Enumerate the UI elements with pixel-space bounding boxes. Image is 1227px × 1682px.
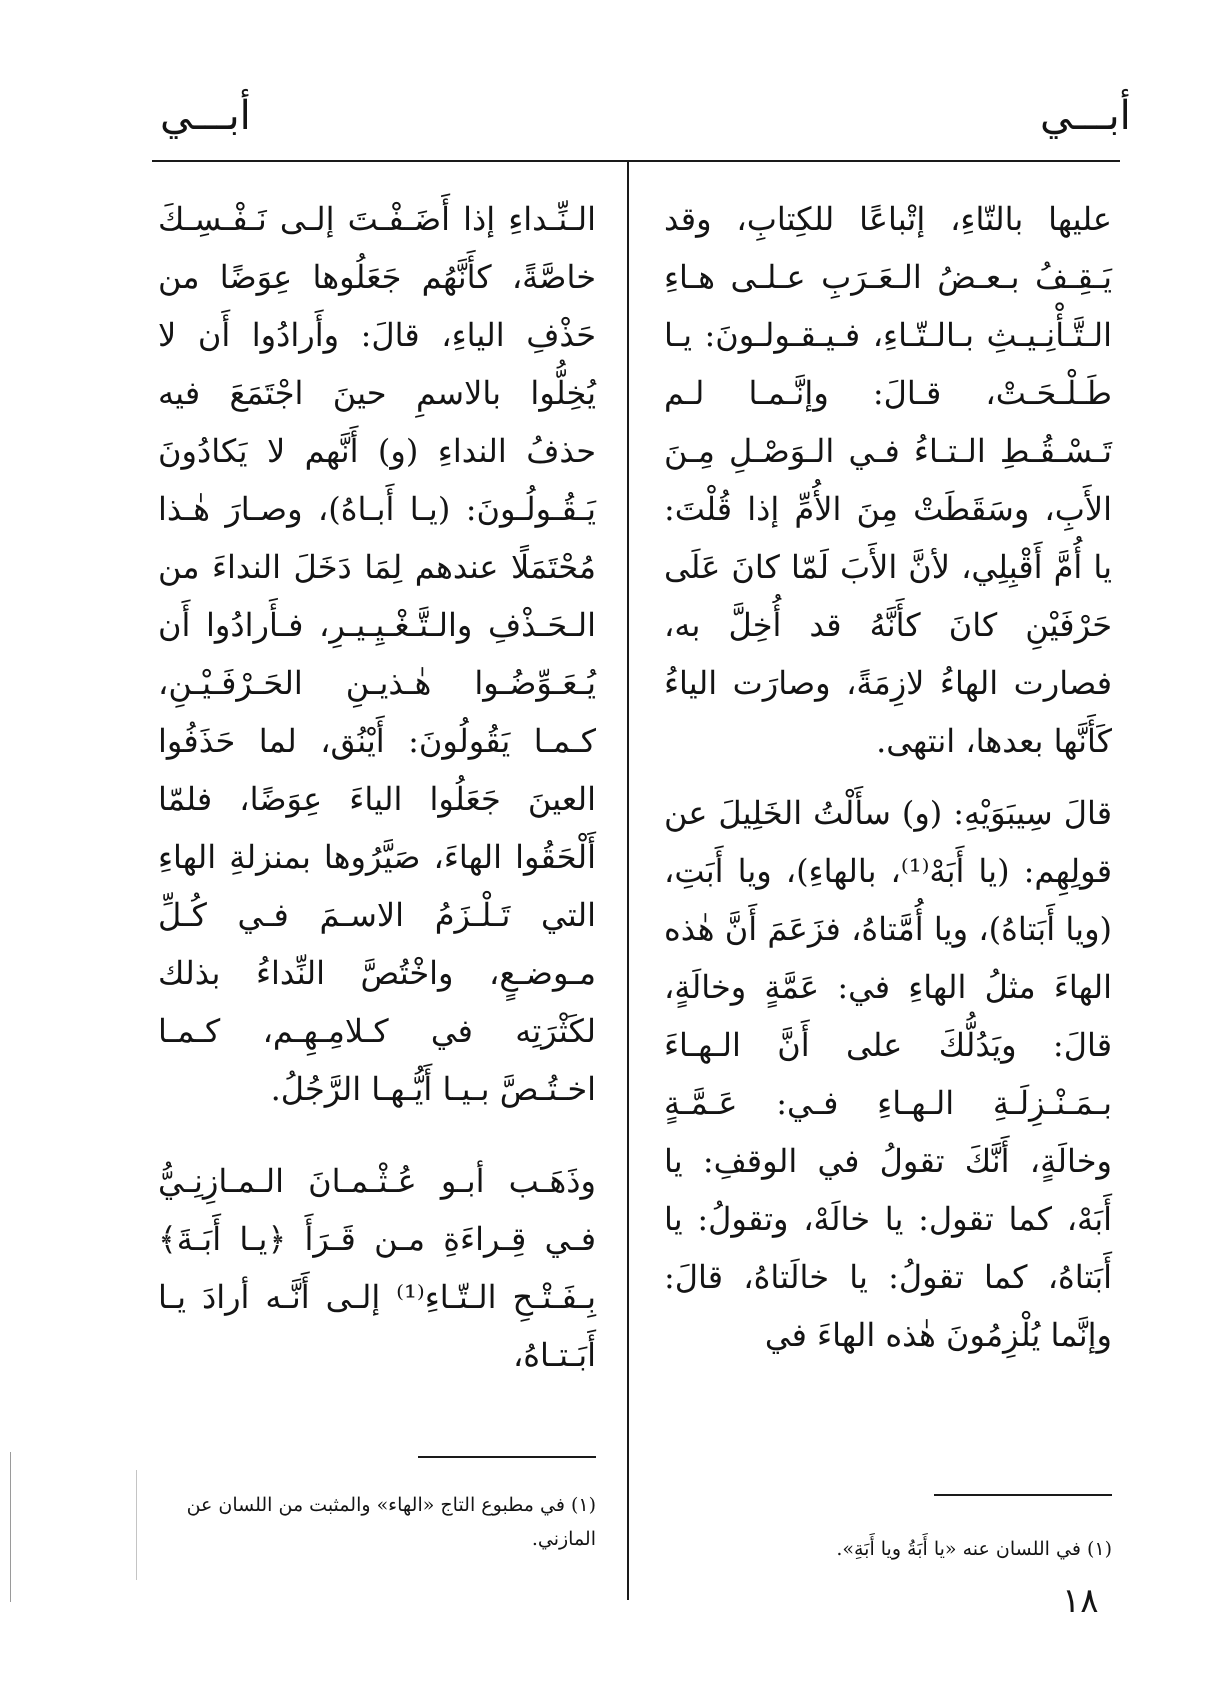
page-number: ١٨: [1062, 1581, 1099, 1621]
column-divider: [627, 160, 629, 1600]
left-paragraph-2: وذَهَـب أبـو عُـثْـمـانَ الـمـازِنِـيُّ فـي قِـراءَةِ مـن قَـرَأَ ﴿يـا أَبَـةَ﴾ بِـفَـتْـحِ الـتّـاءِ⁽¹⁾ إلـى أَنَّـه أرادَ يـا أَبَـتـاهُ،: [158, 1162, 597, 1374]
right-paragraph-1: عليها بالتّاءِ، إتْباعًا للكِتابِ، وقد يَـقِـفُ بـعـضُ الـعَـرَبِ عـلـى هـاءِ الـتَّـأْنِـيـثِ بـالـتّـاءِ، فـيـقـولـونَ: يـا طَـلْـحَـتْ، قـالَ: وإنَّـمـا لـم تَـسْـقُـطِ الـتـاءُ فـي الـوَصْـلِ مِـنَ الأَبِ، وسَقَطَتْ مِنَ الأُمِّ إذا قُلْتَ: يا أُمَّ أَقْبِلِي، لأنَّ الأَبَ لَمّا كانَ عَلَى حَرْفَيْنِ كانَ كأَنَّهُ قد أُخِلَّ به، فصارت الهاءُ لازِمَةً، وصارَت الياءُ كَأَنَّها بعدها، انتهى.: [664, 200, 1112, 760]
footnote-right: (١) في اللسان عنه «يا أَبَةُ ويا أَبَةِ».: [836, 1538, 1112, 1560]
footnote-rule-right: [934, 1494, 1112, 1496]
header-rule: [152, 160, 1120, 162]
footnote-rule-left: [418, 1456, 596, 1458]
running-head-right: أبـــي: [1040, 93, 1131, 139]
left-paragraph-1: الـنِّـداءِ إذا أَضَـفْـتَ إلـى نَـفْـسِـكَ خاصَّةً، كأَنَّهُم جَعَلُوها عِوَضًا من حَذْفِ الياءِ، قالَ: وأَرادُوا أَن لا يُخِلُّوا بالاسمِ حينَ اجْتَمَعَ فيه حذفُ النداءِ (و) أَنَّهم لا يَكادُونَ يَـقُـولُـونَ: (يـا أَبـاهُ)، وصـارَ هٰـذا مُحْتَمَلًا عندهم لِمَا دَخَلَ النداءَ من الـحَـذْفِ والـتَّـغْـيِـيـرِ، فـأَرادُوا أَن يُـعَـوِّضُـوا هٰـذيـنِ الحَـرْفَـيْـنِ، كـمـا يَقُولُونَ: أَيْنُق، لما حَذَفُوا العينَ جَعَلُوا الياءَ عِوَضًا، فلمّا أَلْحَقُوا الهاءَ، صَيَّرُوها بمنزلةِ الهاءِ التي تَـلْـزَمُ الاسـمَ فـي كُـلِّ مـوضـعٍ، واخْتُصَّ النِّداءُ بذلك لكَثْرَتِه في كـلامِـهِـم، كـمـا اخـتُـصَّ بـيـا أَيُّـهـا الرَّجُلُ.: [158, 200, 596, 1108]
footnote-left: (١) في مطبوع التاج «الهاء» والمثبت من اللسان عن المازني.: [186, 1494, 596, 1550]
running-head-left: أبـــي: [160, 93, 251, 139]
scan-edge-mark: [10, 1452, 11, 1602]
scan-edge-mark: [136, 1470, 137, 1580]
right-text-column: [664, 190, 1112, 1364]
left-text-column: [158, 190, 596, 1384]
right-paragraph-2: قالَ سِيبَوَيْهِ: (و) سأَلْتُ الخَلِيلَ عن قولِهِم: (يا أَبَهْ⁽¹⁾، بالهاءِ)، ويا أَبَتِ، (ويا أَبَتاهُ)، ويا أُمَّتاهُ، فزَعَمَ أَنَّ هٰذه الهاءَ مثلُ الهاءِ في: عَمَّةٍ وخالَةٍ، قالَ: ويَدُلُّكَ على أَنَّ الـهـاءَ بـمَـنْـزِلَـةِ الـهـاءِ فـي: عَـمَّـةٍ وخالَةٍ، أَنَّكَ تقولُ في الوقفِ: يا أَبَهْ، كما تقول: يا خالَهْ، وتقولُ: يا أَبَتاهُ، كما تقولُ: يا خالَتاهُ، قالَ: وإنَّما يُلْزِمُونَ هٰذه الهاءَ في: [664, 794, 1113, 1354]
